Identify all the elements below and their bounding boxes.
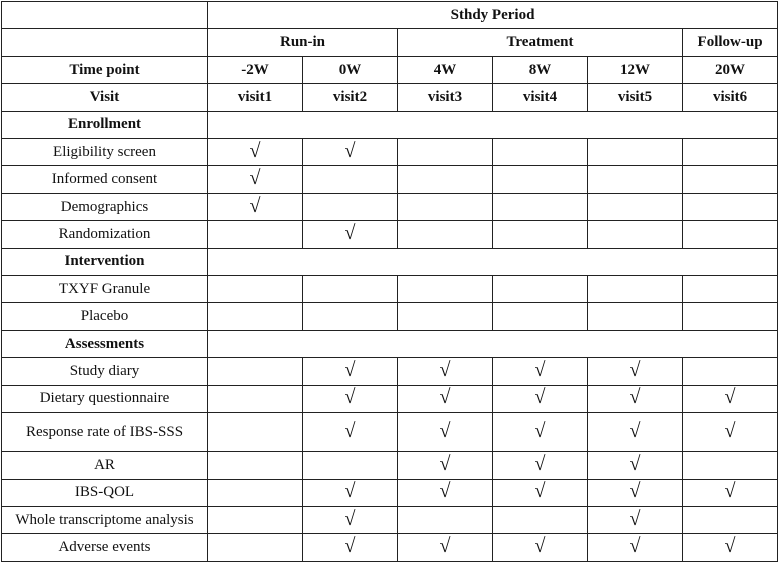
schedule-cell xyxy=(683,452,778,479)
visit-cell: visit3 xyxy=(398,84,493,111)
time-point-cell: 4W xyxy=(398,56,493,83)
checkmark-icon: √ xyxy=(344,358,356,381)
schedule-cell xyxy=(303,385,398,412)
schedule-cell xyxy=(683,139,778,166)
activity-label: Informed consent xyxy=(2,166,208,193)
checkmark-icon: √ xyxy=(249,194,261,217)
checkmark-icon: √ xyxy=(534,386,546,409)
activity-label: IBS-QOL xyxy=(2,479,208,506)
schedule-cell xyxy=(303,276,398,303)
activity-label: Adverse events xyxy=(2,534,208,562)
schedule-cell xyxy=(303,534,398,562)
schedule-cell xyxy=(208,193,303,220)
schedule-cell xyxy=(683,221,778,248)
schedule-cell xyxy=(398,413,493,452)
schedule-cell xyxy=(303,506,398,533)
time-point-cell: 0W xyxy=(303,56,398,83)
schedule-cell xyxy=(398,193,493,220)
activity-label: Study diary xyxy=(2,358,208,385)
schedule-cell xyxy=(398,276,493,303)
checkmark-icon: √ xyxy=(629,358,641,381)
checkmark-icon: √ xyxy=(724,535,736,558)
schedule-cell xyxy=(208,358,303,385)
schedule-cell xyxy=(208,276,303,303)
time-point-row xyxy=(2,56,778,83)
schedule-cell xyxy=(208,413,303,452)
checkmark-icon: √ xyxy=(249,167,261,190)
schedule-cell xyxy=(493,452,588,479)
section-row xyxy=(2,248,778,275)
schedule-cell xyxy=(588,221,683,248)
activity-row xyxy=(2,358,778,385)
checkmark-icon: √ xyxy=(439,358,451,381)
schedule-cell xyxy=(588,193,683,220)
schedule-cell xyxy=(398,303,493,330)
checkmark-icon: √ xyxy=(534,480,546,503)
visit-cell: visit1 xyxy=(208,84,303,111)
schedule-cell xyxy=(588,413,683,452)
section-title: Intervention xyxy=(2,248,208,275)
schedule-cell xyxy=(493,358,588,385)
checkmark-icon: √ xyxy=(344,419,356,442)
visit-row xyxy=(2,84,778,111)
schedule-cell xyxy=(493,413,588,452)
schedule-cell xyxy=(493,479,588,506)
checkmark-icon: √ xyxy=(724,480,736,503)
schedule-cell xyxy=(493,276,588,303)
section-row xyxy=(2,330,778,357)
schedule-cell xyxy=(588,506,683,533)
schedule-cell xyxy=(303,413,398,452)
checkmark-icon: √ xyxy=(344,139,356,162)
schedule-cell xyxy=(683,506,778,533)
checkmark-icon: √ xyxy=(629,535,641,558)
schedule-cell xyxy=(588,385,683,412)
checkmark-icon: √ xyxy=(344,386,356,409)
schedule-cell xyxy=(303,139,398,166)
schedule-cell xyxy=(683,358,778,385)
checkmark-icon: √ xyxy=(534,452,546,475)
schedule-cell xyxy=(303,479,398,506)
schedule-cell xyxy=(588,276,683,303)
time-point-cell: 12W xyxy=(588,56,683,83)
activity-label: AR xyxy=(2,452,208,479)
section-title: Enrollment xyxy=(2,111,208,138)
schedule-cell xyxy=(493,385,588,412)
schedule-cell xyxy=(303,166,398,193)
visit-cell: visit5 xyxy=(588,84,683,111)
checkmark-icon: √ xyxy=(534,535,546,558)
section-title: Assessments xyxy=(2,330,208,357)
checkmark-icon: √ xyxy=(724,386,736,409)
schedule-cell xyxy=(493,506,588,533)
activity-row xyxy=(2,479,778,506)
schedule-cell xyxy=(208,166,303,193)
schedule-cell xyxy=(303,193,398,220)
checkmark-icon: √ xyxy=(439,452,451,475)
group-run-in: Run-in xyxy=(208,29,398,56)
checkmark-icon: √ xyxy=(629,386,641,409)
schedule-cell xyxy=(588,303,683,330)
activity-row xyxy=(2,166,778,193)
schedule-cell xyxy=(683,479,778,506)
schedule-cell xyxy=(303,221,398,248)
checkmark-icon: √ xyxy=(629,419,641,442)
activity-label: TXYF Granule xyxy=(2,276,208,303)
schedule-cell xyxy=(493,303,588,330)
section-blank-cell xyxy=(208,111,778,138)
activity-row xyxy=(2,534,778,562)
checkmark-icon: √ xyxy=(534,358,546,381)
schedule-cell xyxy=(208,139,303,166)
checkmark-icon: √ xyxy=(439,480,451,503)
schedule-cell xyxy=(208,534,303,562)
schedule-cell xyxy=(588,358,683,385)
blank-header-cell xyxy=(2,29,208,56)
schedule-cell xyxy=(398,506,493,533)
schedule-cell xyxy=(493,221,588,248)
activity-row xyxy=(2,506,778,533)
schedule-cell xyxy=(208,506,303,533)
checkmark-icon: √ xyxy=(439,419,451,442)
checkmark-icon: √ xyxy=(629,480,641,503)
schedule-cell xyxy=(683,166,778,193)
schedule-cell xyxy=(208,221,303,248)
schedule-cell xyxy=(493,534,588,562)
visit-cell: visit2 xyxy=(303,84,398,111)
schedule-cell xyxy=(683,413,778,452)
activity-row xyxy=(2,385,778,412)
time-point-cell: 8W xyxy=(493,56,588,83)
activity-label: Dietary questionnaire xyxy=(2,385,208,412)
schedule-cell xyxy=(398,166,493,193)
schedule-cell xyxy=(398,385,493,412)
visit-cell: visit4 xyxy=(493,84,588,111)
activity-row xyxy=(2,139,778,166)
activity-label: Response rate of IBS-SSS xyxy=(2,413,208,452)
schedule-cell xyxy=(398,479,493,506)
activity-label: Demographics xyxy=(2,193,208,220)
group-treatment: Treatment xyxy=(398,29,683,56)
section-row xyxy=(2,111,778,138)
schedule-cell xyxy=(208,452,303,479)
schedule-cell xyxy=(398,452,493,479)
schedule-cell xyxy=(398,358,493,385)
activity-label: Eligibility screen xyxy=(2,139,208,166)
time-point-cell: 20W xyxy=(683,56,778,83)
checkmark-icon: √ xyxy=(439,535,451,558)
checkmark-icon: √ xyxy=(344,507,356,530)
activity-label: Placebo xyxy=(2,303,208,330)
activity-row xyxy=(2,276,778,303)
checkmark-icon: √ xyxy=(629,507,641,530)
schedule-cell xyxy=(588,452,683,479)
schedule-cell xyxy=(683,193,778,220)
schedule-cell xyxy=(683,303,778,330)
blank-header-cell xyxy=(2,2,208,29)
checkmark-icon: √ xyxy=(724,419,736,442)
schedule-cell xyxy=(683,385,778,412)
schedule-cell xyxy=(398,221,493,248)
schedule-cell xyxy=(493,166,588,193)
schedule-cell xyxy=(493,139,588,166)
schedule-cell xyxy=(303,303,398,330)
checkmark-icon: √ xyxy=(344,535,356,558)
schedule-cell xyxy=(303,452,398,479)
checkmark-icon: √ xyxy=(249,139,261,162)
activity-row xyxy=(2,413,778,452)
visit-label: Visit xyxy=(2,84,208,111)
schedule-cell xyxy=(208,385,303,412)
schedule-cell xyxy=(208,303,303,330)
schedule-cell xyxy=(683,276,778,303)
schedule-cell xyxy=(588,166,683,193)
checkmark-icon: √ xyxy=(344,480,356,503)
time-point-label: Time point xyxy=(2,56,208,83)
checkmark-icon: √ xyxy=(629,452,641,475)
checkmark-icon: √ xyxy=(534,419,546,442)
schedule-cell xyxy=(588,479,683,506)
schedule-cell xyxy=(588,139,683,166)
schedule-cell xyxy=(208,479,303,506)
activity-row xyxy=(2,303,778,330)
section-blank-cell xyxy=(208,330,778,357)
study-schedule-table xyxy=(1,1,778,562)
schedule-cell xyxy=(398,139,493,166)
activity-label: Whole transcriptome analysis xyxy=(2,506,208,533)
activity-row xyxy=(2,221,778,248)
visit-cell: visit6 xyxy=(683,84,778,111)
schedule-cell xyxy=(493,193,588,220)
group-follow-up: Follow-up xyxy=(683,29,778,56)
activity-row xyxy=(2,193,778,220)
activity-row xyxy=(2,452,778,479)
period-group-row xyxy=(2,29,778,56)
study-period-title: Sthdy Period xyxy=(208,2,778,29)
activity-label: Randomization xyxy=(2,221,208,248)
period-title-row xyxy=(2,2,778,29)
time-point-cell: -2W xyxy=(208,56,303,83)
checkmark-icon: √ xyxy=(439,386,451,409)
schedule-cell xyxy=(588,534,683,562)
checkmark-icon: √ xyxy=(344,221,356,244)
schedule-cell xyxy=(683,534,778,562)
schedule-cell xyxy=(303,358,398,385)
schedule-cell xyxy=(398,534,493,562)
section-blank-cell xyxy=(208,248,778,275)
